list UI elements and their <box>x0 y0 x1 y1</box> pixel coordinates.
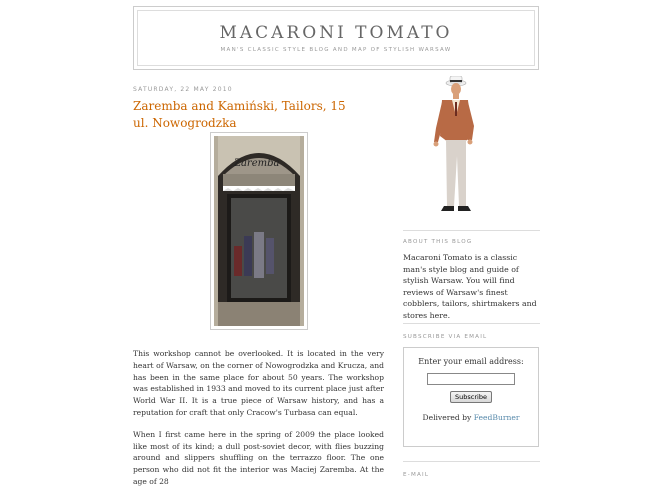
sidebar-divider-1 <box>403 230 540 231</box>
delivered-by <box>404 413 538 422</box>
about-text: Macaroni Tomato is a classic man's style blog and guide of stylish Warsaw. You will find reviews of Warsaw's finest cobblers, tailors, shirtmakers and stores here. <box>403 253 537 320</box>
sidebar-divider-2 <box>403 323 540 324</box>
blog-header-inner <box>137 10 535 66</box>
blog-header <box>133 6 539 70</box>
about-heading: ABOUT THIS BLOG <box>403 239 473 245</box>
post-date: SATURDAY, 22 MAY 2010 <box>133 86 233 93</box>
post-photo[interactable] <box>210 132 308 330</box>
blog-title[interactable]: MACARONI TOMATO <box>219 23 453 43</box>
post-paragraph-2: When I first came here in the spring of 2009 the place looked like most of its kind; a dull post-soviet decor, with flies buzzing around and slippers shuffling on the terrazzo floor. The one person who did not fit the interior was Maciej Zaremba. At the age of 28 <box>133 429 384 486</box>
subscribe-form <box>403 347 539 447</box>
email-heading: E-MAIL <box>403 472 430 478</box>
blog-description: MAN'S CLASSIC STYLE BLOG AND MAP OF STYLISH WARSAW <box>220 47 452 53</box>
gentleman-figure-icon <box>428 76 478 216</box>
delivered-by-prefix: Delivered by <box>422 413 472 422</box>
email-field[interactable] <box>427 373 515 385</box>
shop-sign-text: Zaremba <box>234 158 280 169</box>
shop-facade-image <box>214 136 304 326</box>
gentleman-illustration[interactable] <box>428 76 478 216</box>
email-field-label: Enter your email address: <box>418 357 524 366</box>
post-title-link[interactable]: Zaremba and Kamiński, Tailors, 15 ul. Nowogrodzka <box>133 99 346 130</box>
post-body <box>133 348 384 498</box>
subscribe-heading: SUBSCRIBE VIA EMAIL <box>403 334 488 340</box>
post-paragraph-1: This workshop cannot be overlooked. It is located in the very heart of Warsaw, on the corner of Nowogrodzka and Krucza, and has been in the same place for about 50 years. The workshop was established in 1933 and moved to its current place just after World War II. It is a true piece of Warsaw history, and has a reputation for craft that only Cracow's Turbasa can equal. <box>133 349 384 417</box>
feedburner-link[interactable]: FeedBurner <box>473 413 520 422</box>
subscribe-button[interactable]: Subscribe <box>450 391 492 403</box>
sidebar-divider-3 <box>403 461 540 462</box>
